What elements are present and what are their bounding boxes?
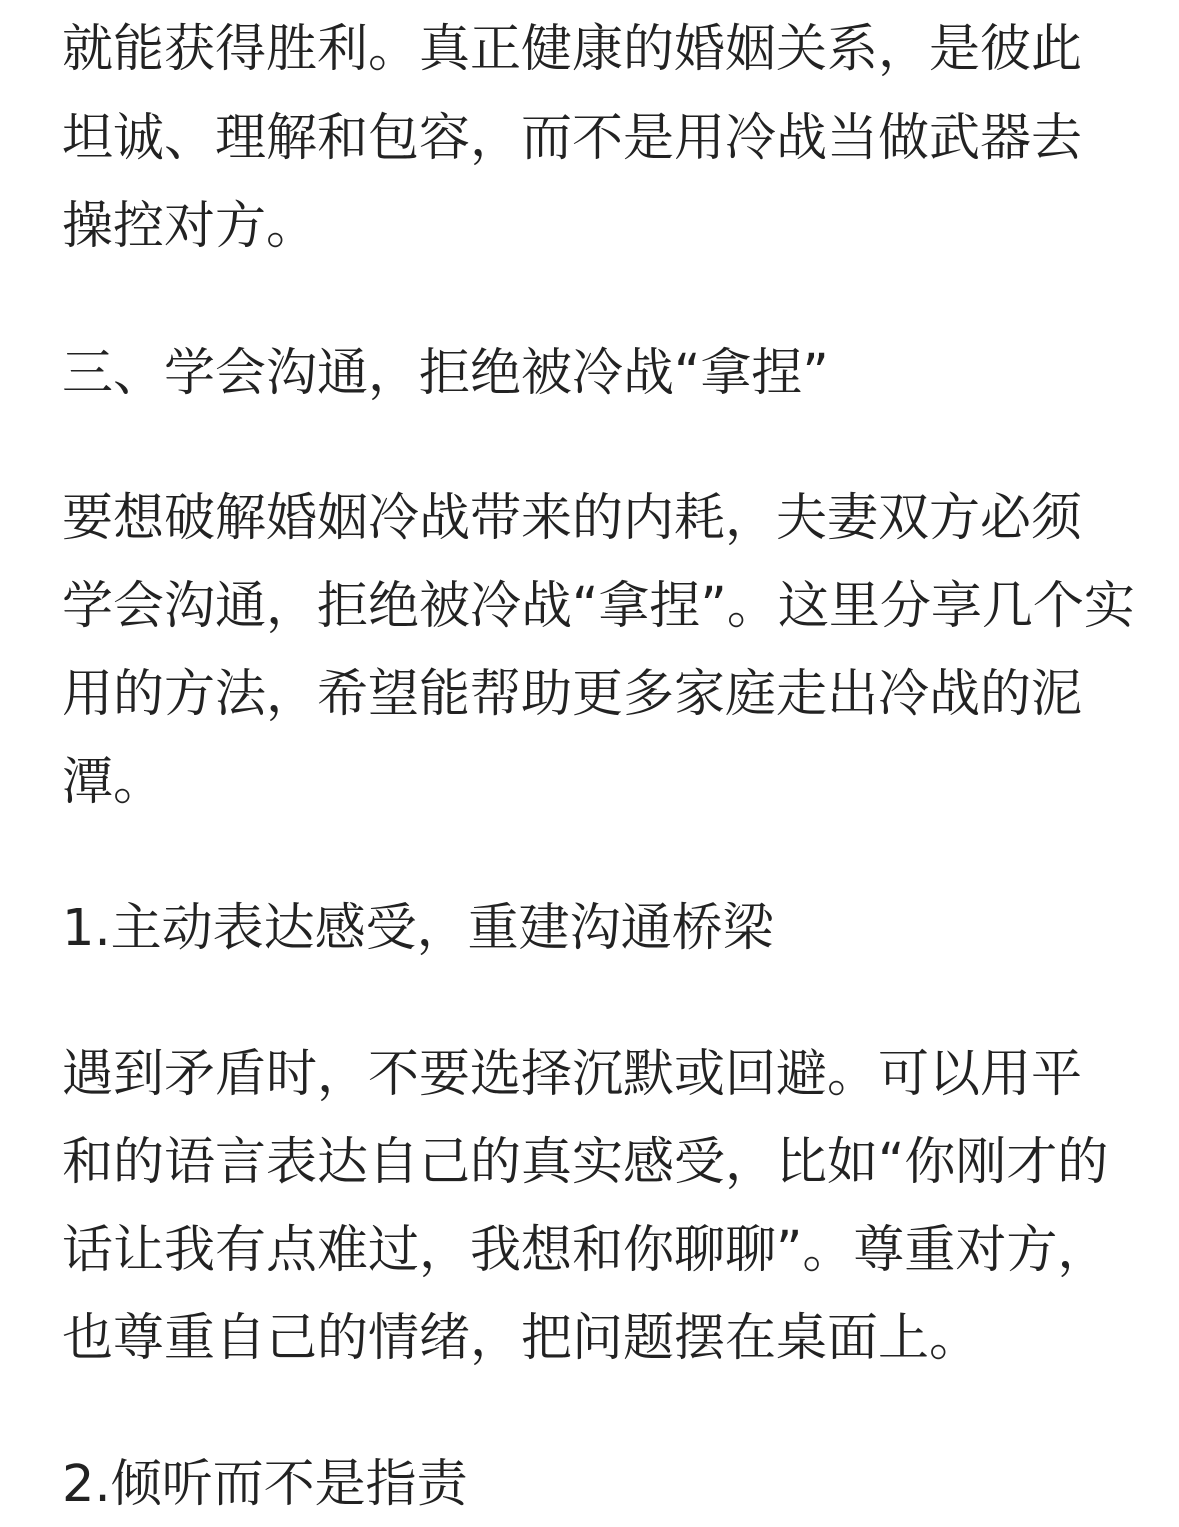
paragraph-line: 要想破解婚姻冷战带来的内耗，夫妻双方必须 [62,489,1083,548]
paragraph-line: 学会沟通，拒绝被冷战“拿捏”。这里分享几个实 [62,577,1135,636]
paragraph-line: 话让我有点难过，我想和你聊聊”。尊重对方， [62,1221,1109,1280]
paragraph-line: 就能获得胜利。真正健康的婚姻关系，是彼此 [62,20,1083,79]
paragraph-line: 也尊重自己的情绪，把问题摆在桌面上。 [62,1309,981,1368]
paragraph-line: 操控对方。 [62,197,318,256]
subheading: 1.主动表达感受，重建沟通桥梁 [62,899,774,958]
subheading: 2.倾听而不是指责 [62,1455,468,1514]
paragraph-line: 潭。 [62,753,165,812]
paragraph-line: 和的语言表达自己的真实感受，比如“你刚才的 [62,1133,1109,1192]
paragraph-line: 坦诚、理解和包容，而不是用冷战当做武器去 [62,109,1083,168]
section-heading: 三、学会沟通，拒绝被冷战“拿捏” [62,344,829,403]
paragraph-line: 遇到矛盾时，不要选择沉默或回避。可以用平 [62,1045,1083,1104]
paragraph-line: 用的方法，希望能帮助更多家庭走出冷战的泥 [62,665,1083,724]
